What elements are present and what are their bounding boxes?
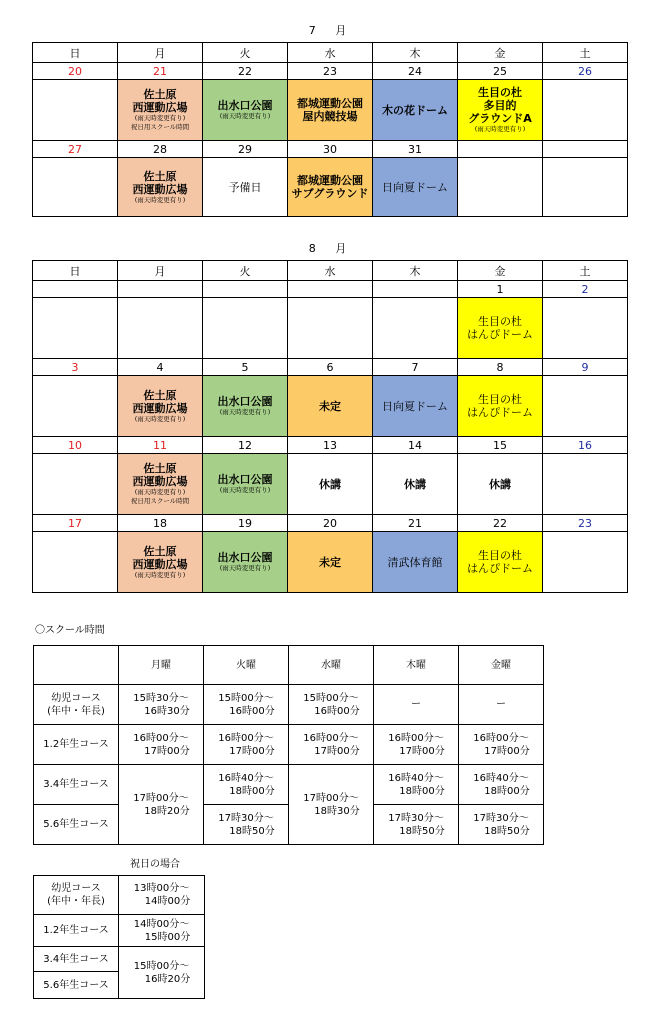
august-title: 8 月	[308, 242, 355, 255]
event-cell: 未定	[288, 376, 373, 437]
date-cell: 3	[33, 359, 118, 376]
time-cell: 16時00分～ 17時00分	[289, 725, 374, 765]
date-cell	[118, 281, 203, 298]
date-row	[33, 63, 628, 80]
event-cell: 生目の杜 はんぴドーム	[458, 532, 543, 593]
event-cell: 休講	[458, 454, 543, 515]
weekday-mon: 月	[118, 261, 203, 281]
event-cell-empty	[33, 376, 118, 437]
time-cell: 16時40分～ 18時00分	[459, 765, 544, 805]
event-cell: 休講	[373, 454, 458, 515]
date-cell	[288, 281, 373, 298]
august-calendar	[32, 260, 628, 593]
event-cell-empty	[543, 298, 628, 359]
date-cell: 12	[203, 437, 288, 454]
course-label: 幼児コース (年中・年長)	[34, 685, 119, 725]
table-row	[34, 725, 544, 765]
date-cell: 7	[373, 359, 458, 376]
event-cell: 日向夏ドーム	[373, 158, 458, 217]
time-cell: 16時40分～ 18時00分	[374, 765, 459, 805]
event-cell-empty	[543, 80, 628, 141]
weekday-header-row	[33, 43, 628, 63]
course-label: 幼児コース (年中・年長)	[34, 876, 119, 915]
date-row	[33, 141, 628, 158]
time-cell: 17時30分～ 18時50分	[459, 805, 544, 845]
date-cell	[458, 141, 543, 158]
date-cell: 18	[118, 515, 203, 532]
date-cell: 4	[118, 359, 203, 376]
date-cell: 21	[373, 515, 458, 532]
event-cell: 佐土原 西運動広場 (雨天時変更有り)	[118, 158, 203, 217]
event-cell: 生目の杜 はんぴドーム	[458, 376, 543, 437]
event-cell-empty	[543, 376, 628, 437]
date-cell: 5	[203, 359, 288, 376]
date-cell: 31	[373, 141, 458, 158]
date-cell	[373, 281, 458, 298]
header-cell: 火曜	[204, 646, 289, 685]
date-cell: 28	[118, 141, 203, 158]
date-cell: 23	[288, 63, 373, 80]
event-cell-empty	[543, 532, 628, 593]
time-cell: 15時00分～ 16時00分	[204, 685, 289, 725]
date-cell	[543, 141, 628, 158]
date-cell: 22	[458, 515, 543, 532]
date-cell: 2	[543, 281, 628, 298]
date-cell: 1	[458, 281, 543, 298]
event-row	[33, 454, 628, 515]
event-row	[33, 376, 628, 437]
event-row	[33, 532, 628, 593]
event-cell-empty	[33, 80, 118, 141]
weekday-tue: 火	[203, 43, 288, 63]
weekday-thu: 木	[373, 43, 458, 63]
event-row	[33, 158, 628, 217]
event-cell: 生目の杜 はんぴドーム	[458, 298, 543, 359]
date-cell: 8	[458, 359, 543, 376]
time-cell: 14時00分～ 15時00分	[119, 915, 205, 947]
date-cell: 30	[288, 141, 373, 158]
time-cell: 15時00分～ 16時20分	[119, 947, 205, 999]
date-cell: 9	[543, 359, 628, 376]
date-cell: 23	[543, 515, 628, 532]
date-cell	[33, 281, 118, 298]
event-cell: 佐土原 西運動広場 (雨天時変更有り)	[118, 376, 203, 437]
event-cell: 出水口公園 (雨天時変更有り)	[203, 376, 288, 437]
july-title: 7 月	[308, 24, 355, 37]
date-cell: 21	[118, 63, 203, 80]
table-row	[34, 685, 544, 725]
table-row	[34, 765, 544, 805]
date-cell: 16	[543, 437, 628, 454]
weekday-wed: 水	[288, 261, 373, 281]
course-label: 3.4年生コース	[34, 765, 119, 805]
table-row	[34, 947, 205, 972]
course-label: 5.6年生コース	[34, 805, 119, 845]
weekday-sat: 土	[543, 43, 628, 63]
holiday-title: 祝日の場合	[130, 859, 180, 870]
event-cell-empty	[543, 454, 628, 515]
event-cell: 予備日	[203, 158, 288, 217]
event-row	[33, 298, 628, 359]
weekday-sat: 土	[543, 261, 628, 281]
time-cell: 17時00分～ 18時30分	[289, 765, 374, 845]
time-cell: 16時40分～ 18時00分	[204, 765, 289, 805]
weekday-thu: 木	[373, 261, 458, 281]
event-cell: 未定	[288, 532, 373, 593]
event-cell-empty	[543, 158, 628, 217]
weekday-header-row	[33, 261, 628, 281]
holiday-time-table	[33, 875, 205, 999]
header-cell: 水曜	[289, 646, 374, 685]
date-cell: 11	[118, 437, 203, 454]
time-cell: 16時00分～ 17時00分	[119, 725, 204, 765]
event-cell: 都城運動公園 サブグラウンド	[288, 158, 373, 217]
time-cell: ー	[459, 685, 544, 725]
date-cell: 17	[33, 515, 118, 532]
event-cell: 出水口公園 (雨天時変更有り)	[203, 532, 288, 593]
date-cell: 26	[543, 63, 628, 80]
header-cell: 月曜	[119, 646, 204, 685]
event-cell-empty	[373, 298, 458, 359]
date-cell: 6	[288, 359, 373, 376]
table-row	[34, 915, 205, 947]
date-cell: 24	[373, 63, 458, 80]
event-cell: 出水口公園 (雨天時変更有り)	[203, 80, 288, 141]
event-cell: 木の花ドーム	[373, 80, 458, 141]
weekday-sun: 日	[33, 261, 118, 281]
time-cell: 16時00分～ 17時00分	[374, 725, 459, 765]
july-calendar	[32, 42, 628, 217]
table-row	[34, 876, 205, 915]
time-cell: 16時00分～ 17時00分	[204, 725, 289, 765]
weekday-mon: 月	[118, 43, 203, 63]
event-cell: 清武体育館	[373, 532, 458, 593]
weekday-fri: 金	[458, 261, 543, 281]
event-cell-empty	[203, 298, 288, 359]
date-cell: 25	[458, 63, 543, 80]
school-time-table	[33, 645, 544, 845]
event-cell: 都城運動公園 屋内競技場	[288, 80, 373, 141]
course-label: 5.6年生コース	[34, 972, 119, 999]
date-cell: 29	[203, 141, 288, 158]
event-cell-empty	[33, 158, 118, 217]
course-label: 1.2年生コース	[34, 915, 119, 947]
header-cell	[34, 646, 119, 685]
time-cell: 15時00分～ 16時00分	[289, 685, 374, 725]
school-time-title: 〇スクール時間	[35, 625, 105, 636]
date-cell: 20	[33, 63, 118, 80]
event-cell-empty	[288, 298, 373, 359]
header-cell: 金曜	[459, 646, 544, 685]
event-cell: 佐土原 西運動広場 (雨天時変更有り) 祝日用スクール時間	[118, 80, 203, 141]
event-cell-empty	[33, 454, 118, 515]
event-cell: 休講	[288, 454, 373, 515]
course-label: 1.2年生コース	[34, 725, 119, 765]
event-cell-empty	[33, 532, 118, 593]
course-label: 3.4年生コース	[34, 947, 119, 972]
event-cell-empty	[458, 158, 543, 217]
date-cell: 15	[458, 437, 543, 454]
event-cell: 日向夏ドーム	[373, 376, 458, 437]
event-cell: 佐土原 西運動広場 (雨天時変更有り) 祝日用スクール時間	[118, 454, 203, 515]
time-cell: 16時00分～ 17時00分	[459, 725, 544, 765]
weekday-sun: 日	[33, 43, 118, 63]
weekday-fri: 金	[458, 43, 543, 63]
time-cell: 17時00分～ 18時20分	[119, 765, 204, 845]
date-cell: 14	[373, 437, 458, 454]
date-cell: 27	[33, 141, 118, 158]
event-cell-empty	[33, 298, 118, 359]
date-cell: 13	[288, 437, 373, 454]
school-header-row	[34, 646, 544, 685]
event-cell: 出水口公園 (雨天時変更有り)	[203, 454, 288, 515]
time-cell: 13時00分～ 14時00分	[119, 876, 205, 915]
date-row	[33, 281, 628, 298]
time-cell: ー	[374, 685, 459, 725]
weekday-wed: 水	[288, 43, 373, 63]
date-row	[33, 515, 628, 532]
time-cell: 15時30分～ 16時30分	[119, 685, 204, 725]
date-row	[33, 359, 628, 376]
date-cell: 10	[33, 437, 118, 454]
date-cell: 20	[288, 515, 373, 532]
event-row	[33, 80, 628, 141]
time-cell: 17時30分～ 18時50分	[374, 805, 459, 845]
date-cell	[203, 281, 288, 298]
time-cell: 17時30分～ 18時50分	[204, 805, 289, 845]
date-cell: 22	[203, 63, 288, 80]
event-cell: 生目の杜 多目的 グラウンドA (雨天時変更有り)	[458, 80, 543, 141]
event-cell: 佐土原 西運動広場 (雨天時変更有り)	[118, 532, 203, 593]
date-cell: 19	[203, 515, 288, 532]
weekday-tue: 火	[203, 261, 288, 281]
header-cell: 木曜	[374, 646, 459, 685]
date-row	[33, 437, 628, 454]
event-cell-empty	[118, 298, 203, 359]
